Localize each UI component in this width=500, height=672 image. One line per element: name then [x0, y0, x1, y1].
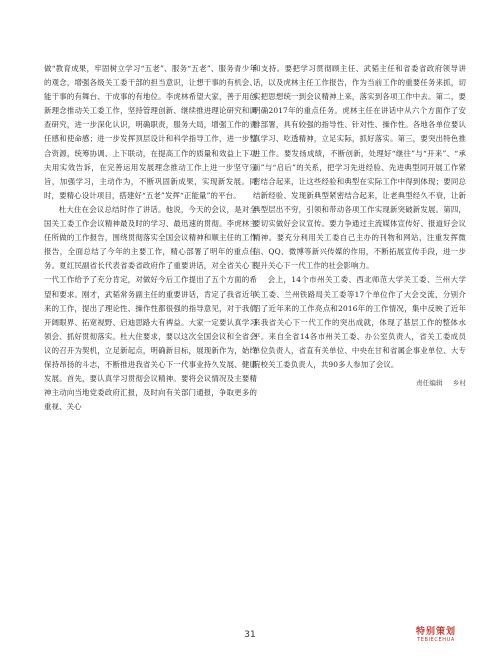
right-paragraph-2: 会上，14个市州关工委、西北师范大学关工委、兰州大学关工委、兰州铁路局关工委等17个单位作了大会交流，分别介绍了近年来的工作亮点和2016年的工作情况，集中反映了近年来我省关心下一代工作的突出成就，体现了基层工作的整体水平。来自全省14各市州关工委、办公室负责人，省关工委成员单位负责人，省直有关单位、中央在甘和省属企事业单位、大专院校关工委负责人，共90多人参加了会议。: [253, 275, 466, 369]
left-paragraph-2: 杜大住在会议总结时作了讲话。他说，今天的会议，是对全国关工委工作会议精神最及时的学习、最迅速的贯彻。李虎林主任所做的工作报告，围绕贯彻落实全国会议精神和顺主任的工作报告，全面总结了今年的主要工作，精心部署了明年的重点任务。夏红民副省长代表省委省政府作了重要讲话，对全省关心下一代工作给予了充分肯定，对做好今后工作提出了五个方面的希望和要求。刚才，武韬常务副主任的重要讲话，肯定了我省近年来的工作，提出了理论性、操作性都很强的指导意见，对于我们开阔眼界、拓宽视野、启迪思路大有裨益。大家一定要认真学习领会、抓好贯彻落实。杜大住要求，要以这次全国会议和全省会议的召开为契机，立足新起点，明确新目标，展现新作为，始终保持昂扬的斗志，不断推进我省关心下一代事业持久发展、健康发展。首先，要认真学习贯彻会议精神。要将会议情况及主要精神主动向当地党委政府汇报，及时向有关部门通报，争取更多的重视、关心: [44, 204, 257, 412]
right-paragraph-1: 和支持。要把学习贯彻顾主任、武韬主任和省委省政府领导讲话，以及虎林主任工作报告，作为当前工作的重要任务来抓，切实把思想统一到会议精神上来，落实到各项工作中去。第二，要明确2017年的重点任务。虎林主任在讲话中从六个方面作了安排部署，具有较强的指导性、针对性、操作性。各地各单位要认真学习、吃透精神，立足实际，抓好落实。第三，要突出特色推进工作。要发扬成绩，不断创新，处理好“继往”与“开来”、“承前”与“启后”的关系，把学习先进经验、先进典型同开展工作紧密结合起来，让这些经验和典型在实际工作中得到体现；要同总结新经验、发现新典型紧密结合起来，让老典型经久不衰，让新典型层出不穷，引领和带动各项工作实现新突破新发展。第四，要切实做好会议宣传。要力争通过主流媒体宣传好、报道好会议精神。要充分利用关工委自己主办的刊物和网站，注重发挥微信、QQ、微博等新兴传媒的作用，不断拓展宣传手段，进一步提升关心下一代工作的社会影响力。: [253, 64, 466, 271]
editor-label: 责任编辑: [416, 379, 443, 388]
editor-credit: [253, 376, 466, 390]
right-text-column: [253, 62, 466, 390]
left-text-column: [44, 62, 257, 414]
editor-name: 乡村: [452, 379, 466, 388]
page-number: 31: [244, 630, 256, 640]
section-title: 特别策划: [415, 627, 456, 637]
left-paragraph-1: 做“教育成果，牢固树立学习“五老”、服务“五老”、服务青少年的观念，增强各级关工委干部的担当意识，让想干事的有机会、能干事的有舞台、干成事的有地位。李虎林希望大家，善于用创新理念推动关工委工作，坚持管理创新、继续推进理论研究和调查研究，进一步深化认识，明确职责，服务大局，增强工作的责任感和使命感；进一步发挥顶层设计和科学指导工作，进一步整合资源，统筹协调、上下联动，在提高工作的质量和效益上下功夫用实效告诉，在完善运用发展理念推动工作上进一步坚守宗旨，加强学习，主动作为，不断巩固新成果，实现新发展。同时，要精心设计项目，搭建好“五老”发挥“正能量”的平台。: [44, 64, 257, 200]
section-pinyin: TEBIECEHUA: [417, 637, 455, 643]
section-brand: [416, 624, 456, 643]
